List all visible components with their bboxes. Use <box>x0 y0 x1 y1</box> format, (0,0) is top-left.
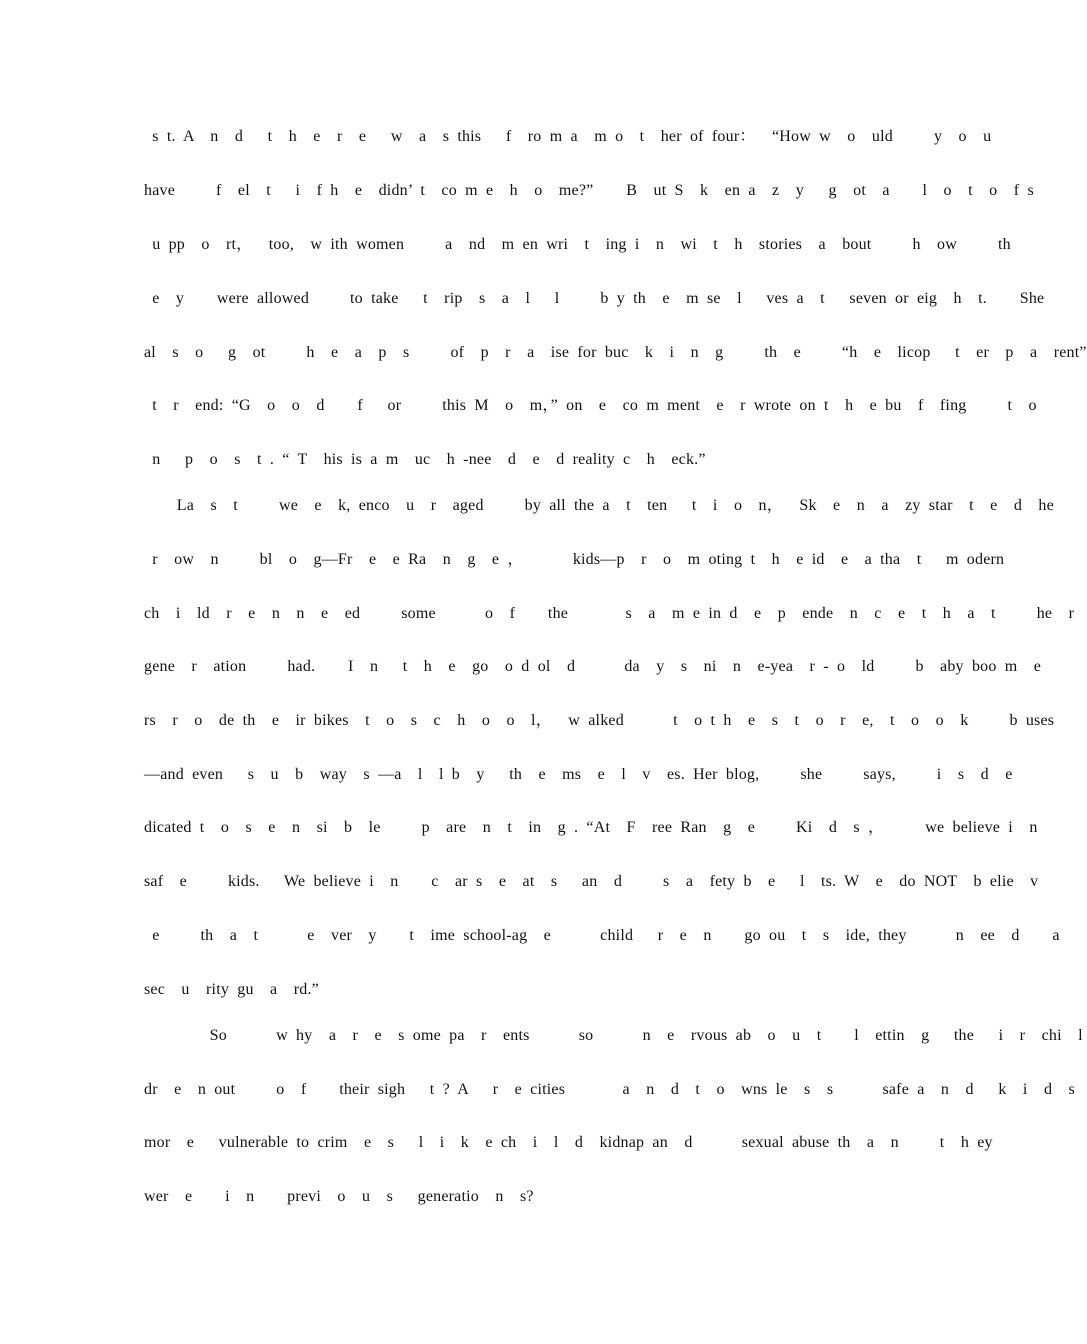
text-line: r ow n bl o g—Fr e e Ra n g e ， kids—p r o m oting t h e id e a tha t m odern <box>144 551 1005 568</box>
text-line: dicated t o s e n si b le p are n t in g . “At F ree Ran g e Ki d s ， we believe i n <box>144 819 1038 836</box>
text-line: u pp o rt， too, w ith women a nd m en wri t ing i n wi t h stories a bout h ow th <box>144 236 1011 253</box>
text-line: n p o s t . “ T his is a m uc h -nee d e d reality c h eck.” <box>144 451 706 468</box>
text-line: So w hy a r e s ome pa r ents so n e rvous ab o u t l ettin g the i r chi l <box>144 1027 1083 1044</box>
text-line: mor e vulnerable to crim e s l i k e ch i l d kidnap an d sexual abuse th a n t h ey <box>144 1134 993 1151</box>
text-line: —and even s u b way s —a l l b y th e ms e l v es. Her blog, she says, i s d e <box>144 766 1013 783</box>
text-line: sec u rity gu a rd.” <box>144 981 319 998</box>
text-line: ch i ld r e n n e ed some o f the s a m e in d e p ende n c e t h a t he r <box>144 605 1075 622</box>
text-line: e th a t e ver y t ime school-ag e child r e n go ou t s ide, they n ee d a <box>144 927 1060 944</box>
text-line: rs r o de th e ir bikes t o s c h o o l， w alked t o t h e s t o r e, t o o k b uses <box>144 712 1055 729</box>
text-line: saf e kids. We believe i n c ar s e at s an d s a fety b e l ts. W e do NOT b elie v <box>144 873 1039 890</box>
text-line: t r end: “G o o d f or this M o m，” on e co m ment e r wrote on t h e bu f fing t o <box>144 397 1037 414</box>
text-line: al s o g ot h e a p s of p r a ise for buc k i n g th e “h e licop t er p a rent” <box>144 344 1087 361</box>
text-line: s t. A n d t h e r e w a s this f ro m a m o t her of four： “How w o uld y o u <box>144 128 992 145</box>
text-line: dr e n out o f their sigh t ? A r e cities a n d t o wns le s s safe a n d k i d s <box>144 1081 1075 1098</box>
text-line: gene r ation had. I n t h e go o d ol d da y s ni n e-yea r - o ld b aby boo m e <box>144 658 1042 675</box>
text-line: La s t we e k, enco u r aged by all the a t ten t i o n， Sk e n a zy star t e d he <box>144 497 1054 514</box>
text-line: e y were allowed to take t rip s a l l b y th e m se l ves a t seven or eig h t. She <box>144 290 1045 307</box>
text-line: wer e i n previ o u s generatio n s? <box>144 1188 534 1205</box>
text-line: have f el t i f h e didn’ t co m e h o me?” B ut S k en a z y g ot a l o t o f s <box>144 182 1034 199</box>
